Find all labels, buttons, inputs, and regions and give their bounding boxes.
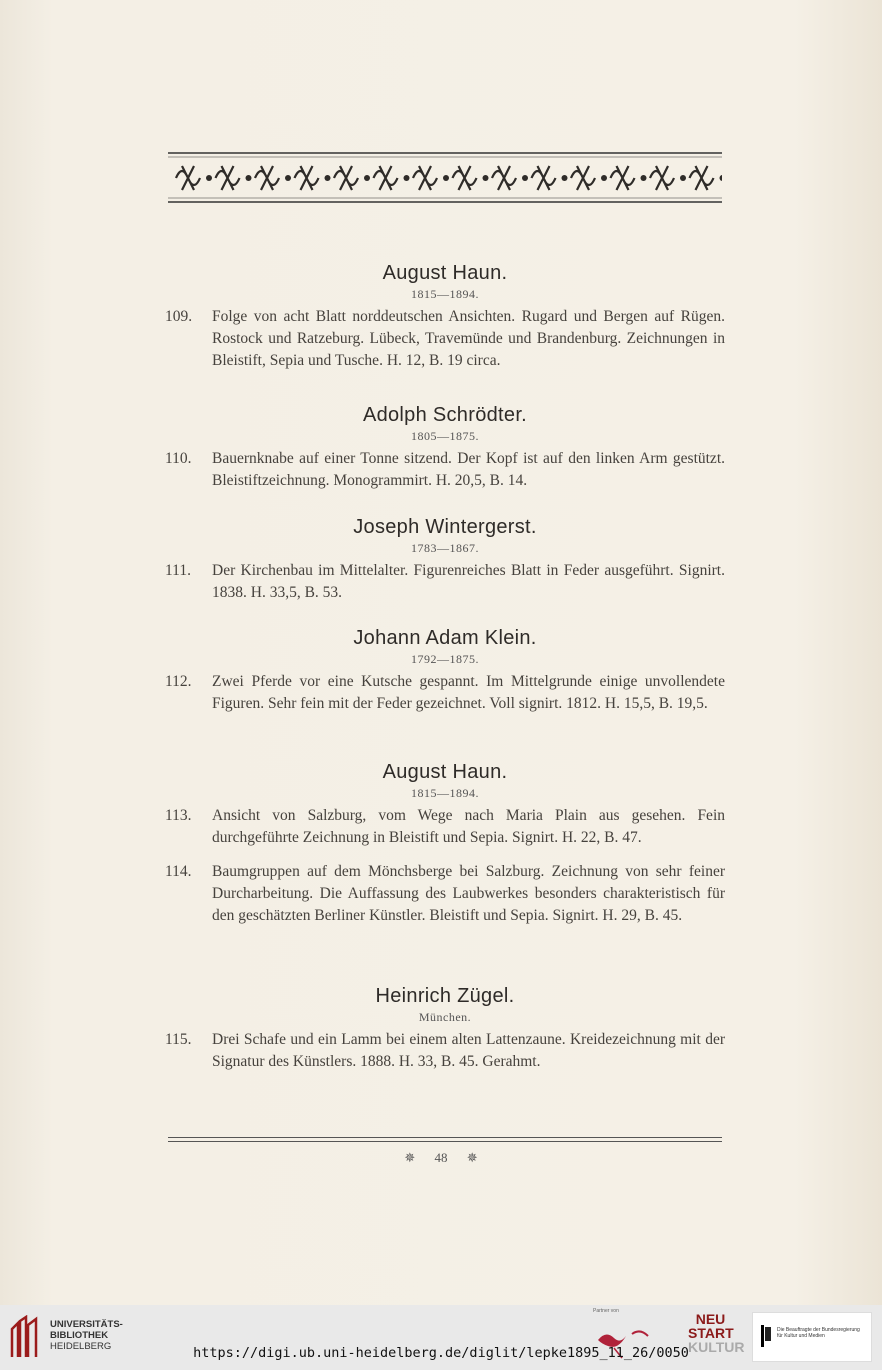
folio-number: 48 <box>434 1150 448 1165</box>
ornament-motif <box>611 166 635 190</box>
ornament-motif <box>255 166 279 190</box>
artist-heading: Johann Adam Klein. <box>353 627 537 649</box>
ornament-dot <box>206 175 212 181</box>
artist-dates: 1815—1894. <box>411 287 479 301</box>
entry-number: 115. <box>165 1031 192 1048</box>
ornament-dot <box>246 175 252 181</box>
artist-dates: München. <box>418 1010 472 1024</box>
artist-heading: August Haun. <box>382 761 508 783</box>
catalog-section <box>165 985 725 1073</box>
ornament-motif <box>650 166 674 190</box>
catalog-section <box>165 262 725 372</box>
ornament-motif <box>334 166 358 190</box>
entry-text: Folge von acht Blatt norddeutschen Ansichten. Rugard und Bergen auf Rügen. Rostock und Ratzeburg. Lübeck, Travemünde und Brandenburg. Zeichnungen in Bleistift, Sepia und Tusche. H. 12, B. 19 circa. <box>212 308 725 369</box>
entry-text: Ansicht von Salzburg, vom Wege nach Maria Plain aus gesehen. Fein durchgeführte Zeichnung in Bleistift und Sepia. Signirt. H. 22, B. 47. <box>212 807 725 846</box>
ornament-motif <box>295 166 319 190</box>
neustart-kultur-logo: NEU START KULTUR <box>688 1311 745 1355</box>
entry-number: 109. <box>165 308 193 325</box>
ornament-motif <box>453 166 477 190</box>
federal-eagle-icon <box>761 1325 773 1347</box>
ornament-motif <box>571 166 595 190</box>
artist-heading: August Haun. <box>382 262 508 284</box>
entry-text: Baumgruppen auf dem Mönchsberge bei Salzburg. Zeichnung von sehr feiner Durcharbeitung. Die Auffassung des Laubwerkes besonders charakteristisch für den geschätzten Berliner Künstler. Bleistift und Sepia. Signirt. H. 29, B. 45. <box>212 863 725 924</box>
ornament-motif <box>413 166 437 190</box>
catalog-entry <box>165 671 725 715</box>
ornament-dot <box>562 175 568 181</box>
partner-label: Partner von <box>593 1308 619 1314</box>
artist-heading: Adolph Schrödter. <box>362 404 528 426</box>
artist-dates: 1805—1875. <box>411 429 479 443</box>
folio-ornament-left: ✵ <box>404 1150 416 1165</box>
ornament-dot <box>522 175 528 181</box>
artist-dates: 1815—1894. <box>411 786 479 800</box>
page-number <box>0 1150 882 1166</box>
ornament-dot <box>601 175 607 181</box>
catalog-entry <box>165 448 725 492</box>
entry-text: Bauernknabe auf einer Tonne sitzend. Der Kopf ist auf den linken Arm gestützt. Bleistiftzeichnung. Monogrammirt. H. 20,5, B. 14. <box>212 450 725 489</box>
entry-number: 114. <box>165 863 192 880</box>
entry-number: 111. <box>165 562 191 579</box>
entry-number: 113. <box>165 807 192 824</box>
catalog-section <box>165 627 725 715</box>
footer-rule-bottom <box>168 1141 722 1142</box>
artist-heading: Joseph Wintergerst. <box>353 516 537 538</box>
university-name: UNIVERSITÄTS- BIBLIOTHEK HEIDELBERG <box>50 1319 123 1352</box>
entry-number: 112. <box>165 673 192 690</box>
catalog-entry <box>165 861 725 927</box>
ornament-motif <box>176 166 200 190</box>
artist-heading: Heinrich Zügel. <box>375 985 515 1007</box>
entry-text: Zwei Pferde vor eine Kutsche gespannt. Im Mittelgrunde einige unvollendete Figuren. Sehr fein mit der Feder gezeichnet. Voll signirt. 1812. H. 15,5, B. 19,5. <box>212 673 725 712</box>
catalog-entry <box>165 560 725 604</box>
ornament-dot <box>720 175 723 181</box>
catalog-entry <box>165 805 725 849</box>
ornament-dot <box>680 175 686 181</box>
ornament-dot <box>641 175 647 181</box>
bkm-text: Die Beauftragte der Bundesregierung für Kultur und Medien <box>777 1327 860 1339</box>
catalog-entry <box>165 1029 725 1073</box>
folio-ornament-right: ✵ <box>466 1150 478 1165</box>
ornament-dot <box>285 175 291 181</box>
ornament-motif <box>492 166 516 190</box>
page-url-link[interactable]: https://digi.ub.uni-heidelberg.de/diglit/lepke1895_11_26/0050 <box>193 1345 689 1361</box>
ornament-dot <box>404 175 410 181</box>
artist-dates: 1792—1875. <box>411 652 479 666</box>
ornament-motif <box>216 166 240 190</box>
ornament-dot <box>443 175 449 181</box>
artist-dates: 1783—1867. <box>411 541 479 555</box>
ornamental-header-band <box>168 152 722 204</box>
catalog-section <box>165 404 725 492</box>
ornament-motif <box>532 166 556 190</box>
catalog-section <box>165 516 725 604</box>
ornament-dot <box>325 175 331 181</box>
entry-number: 110. <box>165 450 192 467</box>
ornament-dot <box>364 175 370 181</box>
ornament-motif <box>374 166 398 190</box>
catalog-entry <box>165 306 725 372</box>
ornament-motif <box>690 166 714 190</box>
entry-text: Drei Schafe und ein Lamm bei einem alten Lattenzaune. Kreidezeichnung mit der Signatur des Künstlers. 1888. H. 33, B. 45. Gerahmt. <box>212 1031 725 1070</box>
ornament-dot <box>483 175 489 181</box>
catalog-section <box>165 761 725 927</box>
footer-rule-top <box>168 1137 722 1138</box>
entry-text: Der Kirchenbau im Mittelalter. Figurenreiches Blatt in Feder ausgeführt. Signirt. 1838. H. 33,5, B. 53. <box>212 562 725 601</box>
